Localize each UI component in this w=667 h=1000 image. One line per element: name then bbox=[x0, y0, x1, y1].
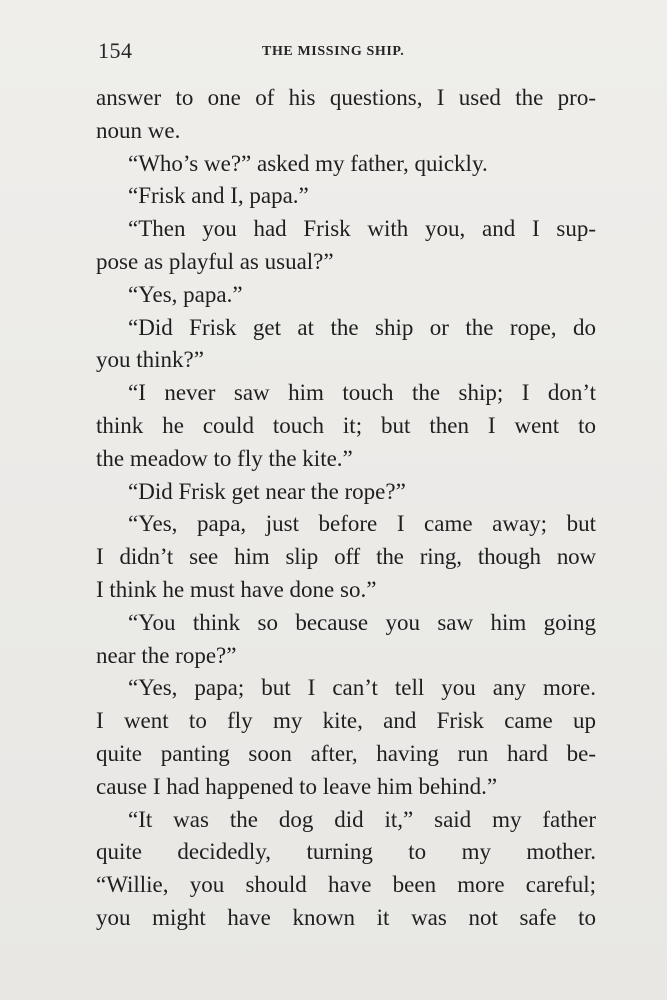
text-line: “Yes, papa; but I can’t tell you any more. bbox=[128, 675, 596, 701]
text-line: think he could touch it; but then I went to bbox=[96, 412, 596, 438]
text-line: “Yes, papa, just before I came away; but bbox=[128, 511, 596, 537]
text-line: “Then you had Frisk with you, and I sup- bbox=[128, 216, 596, 242]
text-line: “It was the dog did it,” said my father bbox=[128, 806, 596, 832]
text-line: you might have known it was not safe to bbox=[96, 904, 596, 930]
text-line: “I never saw him touch the ship; I don’t bbox=[128, 380, 596, 406]
text-line: the meadow to fly the kite.” bbox=[96, 445, 353, 471]
text-line: “You think so because you saw him going bbox=[128, 609, 596, 635]
text-line: “Frisk and I, papa.” bbox=[128, 183, 309, 209]
text-line: pose as playful as usual?” bbox=[96, 248, 334, 274]
text-line: I think he must have done so.” bbox=[96, 576, 377, 602]
text-line: cause I had happened to leave him behind.” bbox=[96, 773, 498, 799]
text-line: near the rope?” bbox=[96, 642, 237, 668]
text-line: answer to one of his questions, I used the pro- bbox=[96, 85, 596, 110]
running-head bbox=[98, 38, 598, 70]
text-line: “Did Frisk get at the ship or the rope, do bbox=[128, 314, 596, 340]
running-title: THE MISSING SHIP. bbox=[262, 44, 405, 59]
text-line: I went to fly my kite, and Frisk came up bbox=[96, 708, 596, 734]
text-line: “Willie, you should have been more careful; bbox=[96, 872, 596, 898]
page-number: 154 bbox=[98, 38, 133, 63]
text-line: noun we. bbox=[96, 117, 181, 143]
text-line: quite decidedly, turning to my mother. bbox=[96, 839, 596, 865]
text-line: you think?” bbox=[96, 347, 204, 373]
text-line: “Did Frisk get near the rope?” bbox=[128, 478, 406, 504]
body-text bbox=[96, 82, 596, 935]
text-line: I didn’t see him slip off the ring, though now bbox=[96, 544, 596, 570]
text-line: quite panting soon after, having run hard be- bbox=[96, 740, 596, 766]
text-line: “Yes, papa.” bbox=[128, 281, 243, 307]
text-line: “Who’s we?” asked my father, quickly. bbox=[128, 150, 488, 176]
